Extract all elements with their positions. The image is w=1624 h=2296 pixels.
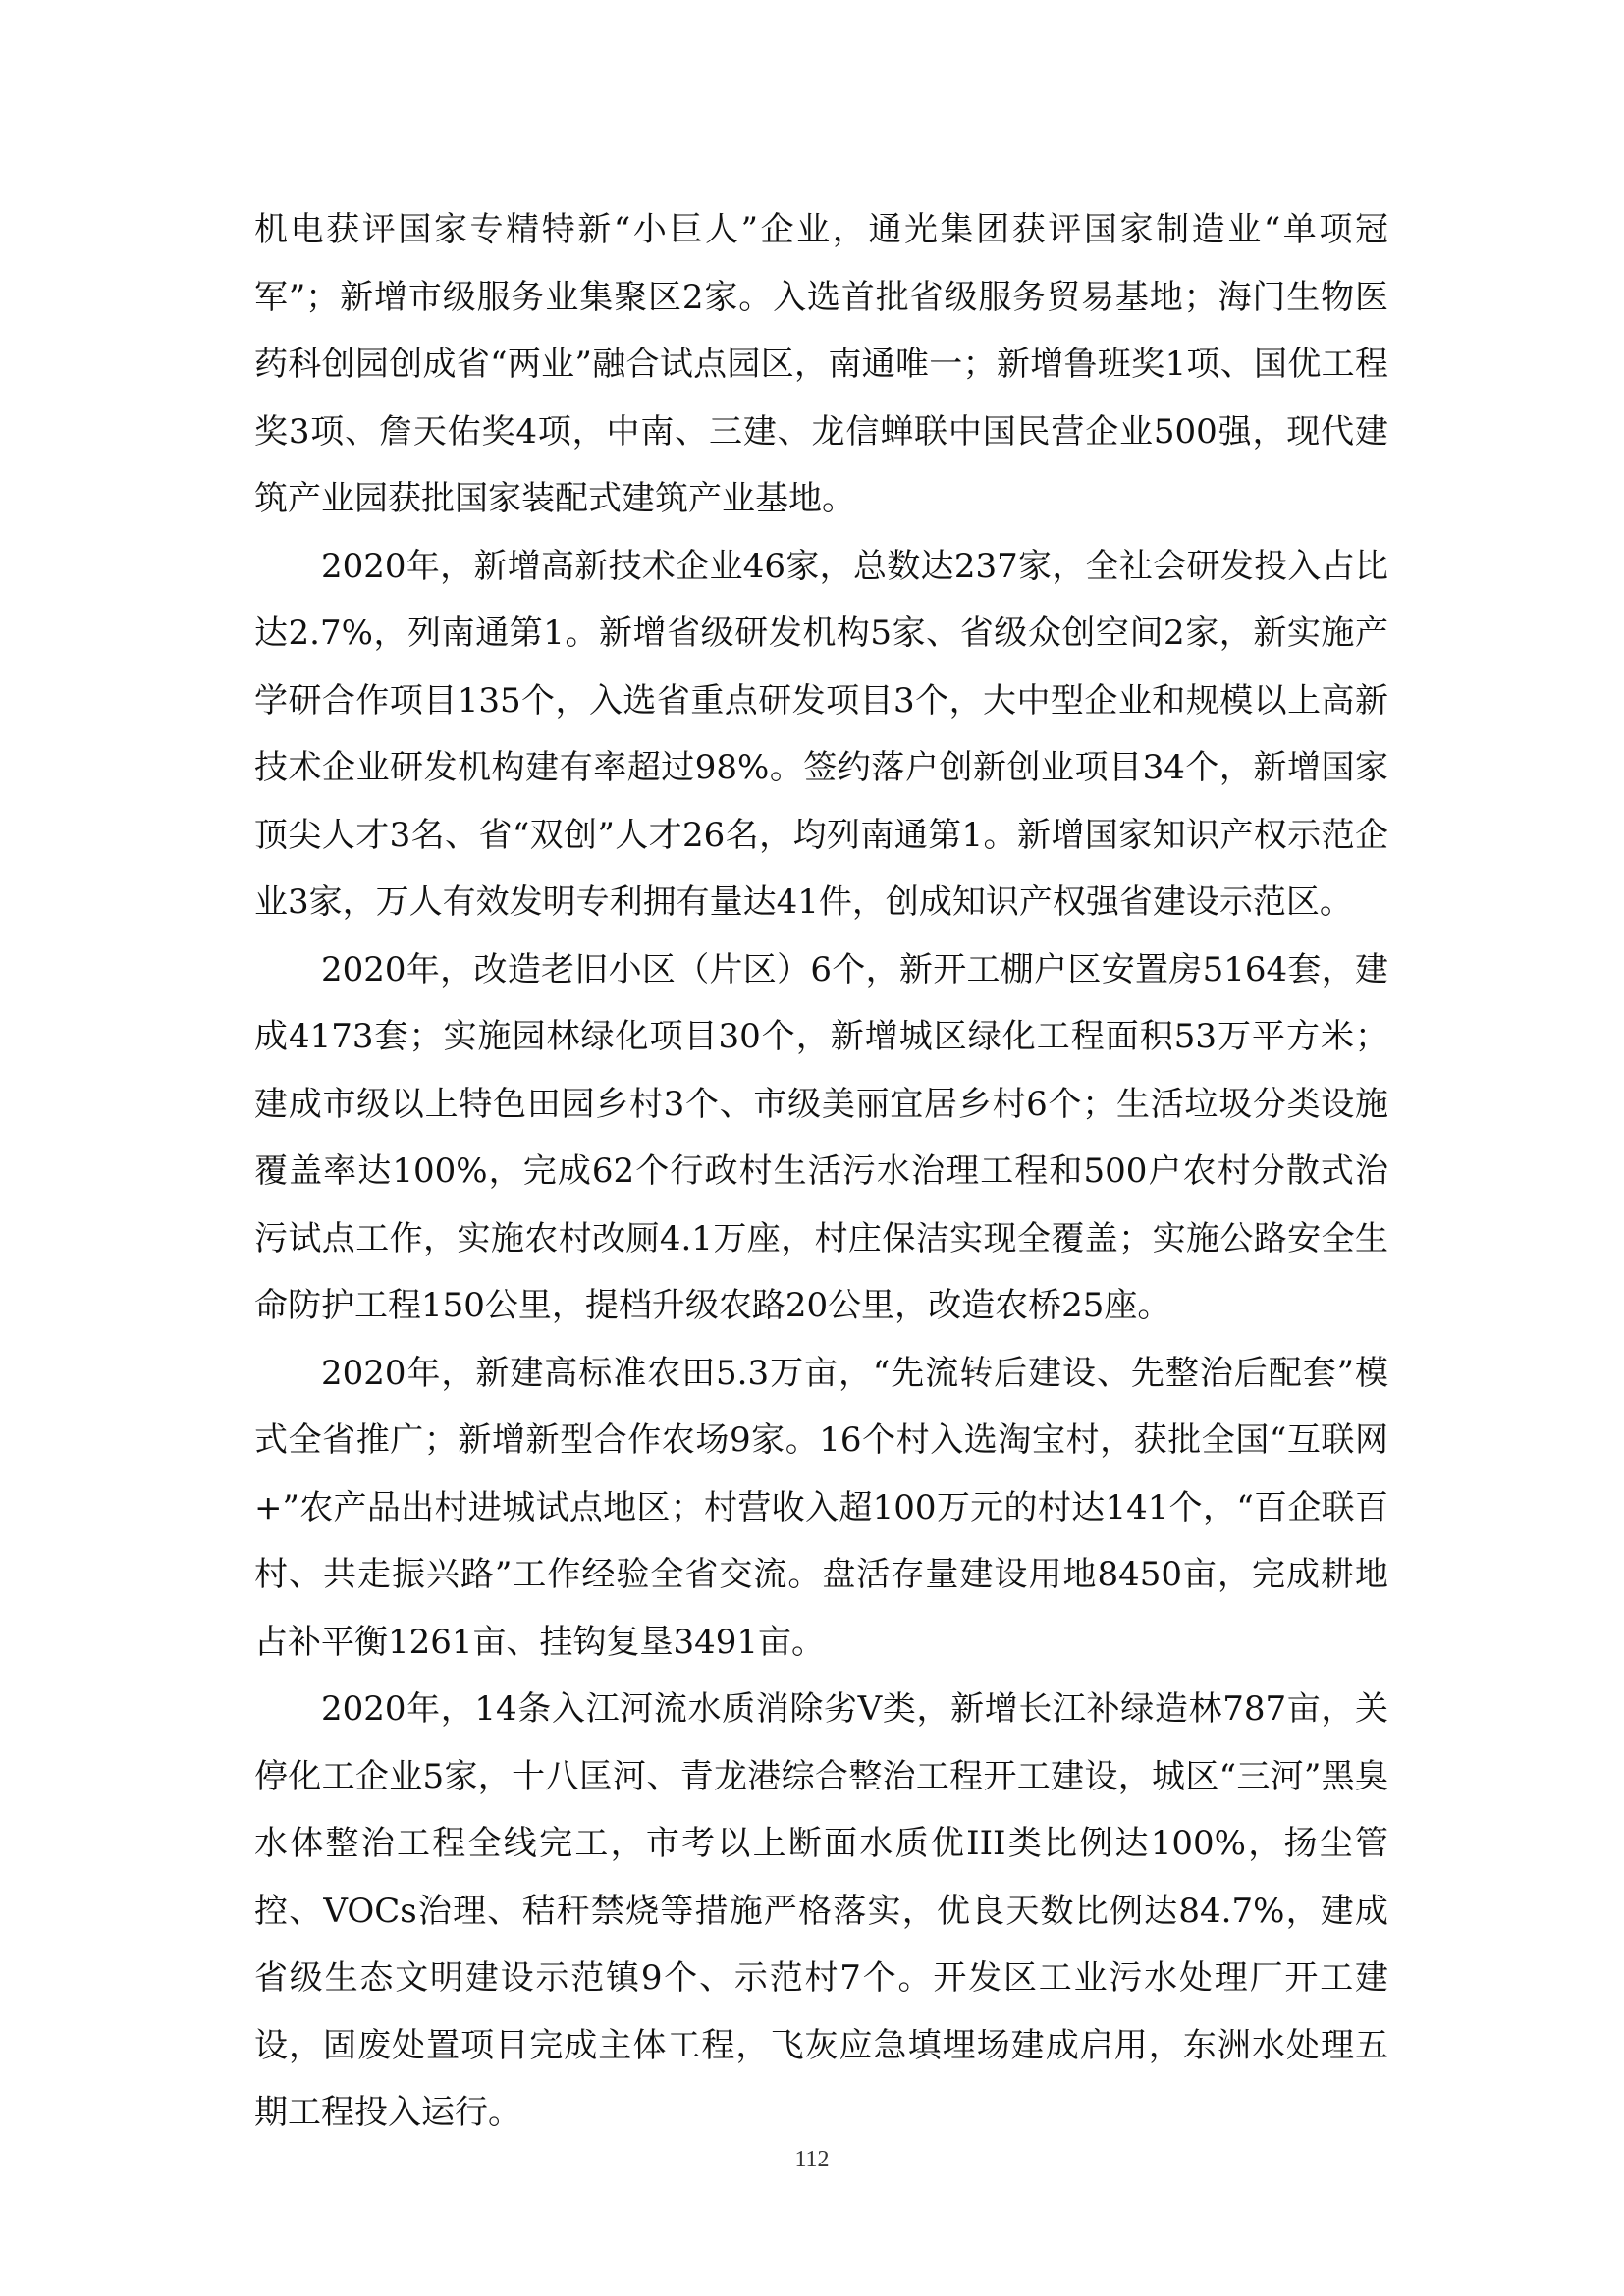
paragraph-environment: 2020年，14条入江河流水质消除劣V类，新增长江补绿造林787亩，关停化工企业5家，十八匡河、青龙港综合整治工程开工建设，城区“三河”黑臭水体整治工程全线完工，市考以上断面水质优III类比例达100%，扬尘管控、VOCs治理、秸秆禁烧等措施严格落实，优良天数比例达84.7%，建成省级生态文明建设示范镇9个、示范村7个。开发区工业污水处理厂开工建设，固废处置项目完成主体工程，飞灰应急填埋场建成启用，东洲水处理五期工程投入运行。 (254, 1689, 1388, 2132)
page-number: 112 (794, 2147, 830, 2172)
paragraph-urban-rural: 2020年，改造老旧小区（片区）6个，新开工棚户区安置房5164套，建成4173套；实施园林绿化项目30个，新增城区绿化工程面积53万平方米；建成市级以上特色田园乡村3个、市级美丽宜居乡村6个；生活垃圾分类设施覆盖率达100%，完成62个行政村生活污水治理工程和500户农村分散式治污试点工作，实施农村改厕4.1万座，村庄保洁实现全覆盖；实施公路安全生命防护工程150公里，提档升级农路20公里，改造农桥25座。 (254, 949, 1388, 1325)
paragraph-continued: 机电获评国家专精特新“小巨人”企业，通光集团获评国家制造业“单项冠军”；新增市级服务业集聚区2家。入选首批省级服务贸易基地；海门生物医药科创园创成省“两业”融合试点园区，南通唯一；新增鲁班奖1项、国优工程奖3项、詹天佑奖4项，中南、三建、龙信蝉联中国民营企业500强，现代建筑产业园获批国家装配式建筑产业基地。 (254, 210, 1388, 518)
paragraph-agriculture: 2020年，新建高标准农田5.3万亩，“先流转后建设、先整治后配套”模式全省推广；新增新型合作农场9家。16个村入选淘宝村，获批全国“互联网+”农产品出村进城试点地区；村营收入超100万元的村达141个，“百企联百村、共走振兴路”工作经验全省交流。盘活存量建设用地8450亩，完成耕地占补平衡1261亩、挂钩复垦3491亩。 (254, 1353, 1388, 1662)
body-text (254, 196, 1388, 2147)
paragraph-tech-innovation: 2020年，新增高新技术企业46家，总数达237家，全社会研发投入占比达2.7%，列南通第1。新增省级研发机构5家、省级众创空间2家，新实施产学研合作项目135个，入选省重点研发项目3个，大中型企业和规模以上高新技术企业研发机构建有率超过98%。签约落户创新创业项目34个，新增国家顶尖人才3名、省“双创”人才26名，均列南通第1。新增国家知识产权示范企业3家，万人有效发明专利拥有量达41件，创成知识产权强省建设示范区。 (254, 546, 1388, 922)
